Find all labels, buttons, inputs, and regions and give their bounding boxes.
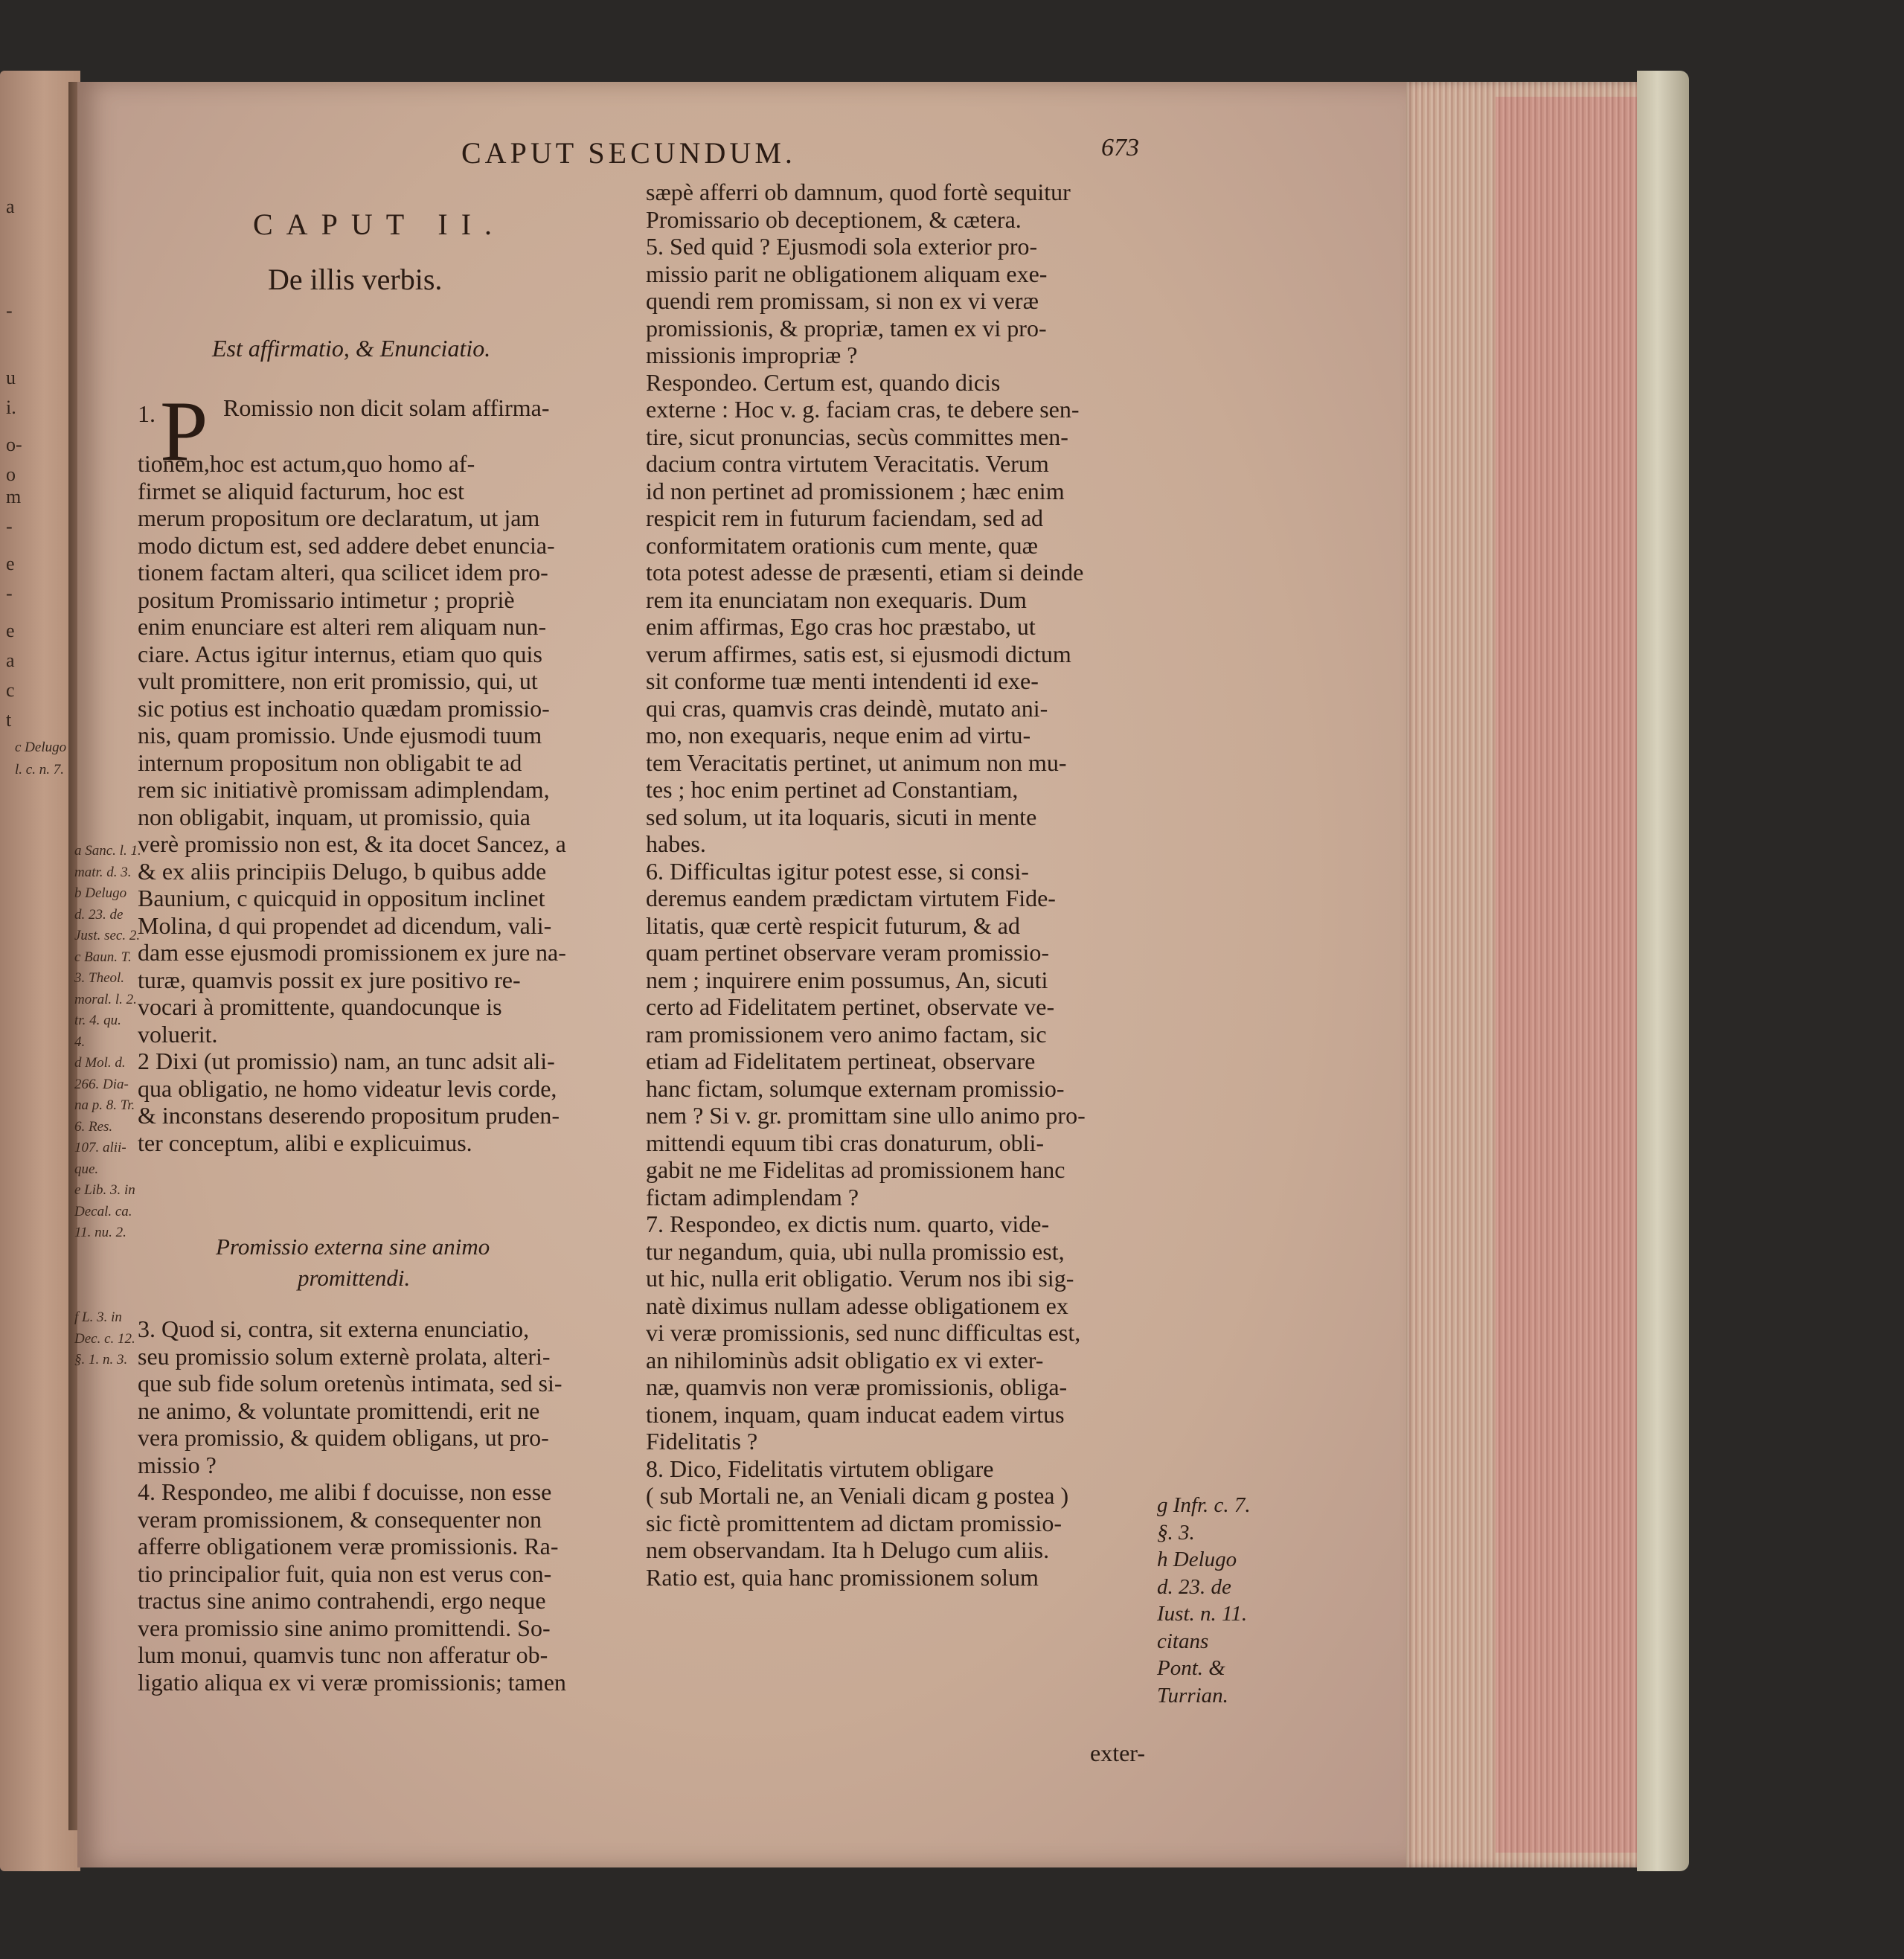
text-line: hanc fictam, solumque externam promissio- xyxy=(646,1074,1065,1102)
right-marginal-notes xyxy=(1157,1492,1251,1709)
catchword: exter- xyxy=(1090,1740,1145,1766)
text-line: 7. Respondeo, ex dictis num. quarto, vide- xyxy=(646,1211,1050,1237)
text-line: vocari à promittente, quandocunque is xyxy=(138,993,502,1020)
marginal-note: 266. Dia- xyxy=(74,1076,129,1092)
text-line: 2 Dixi (ut promissio) nam, an tunc adsit ali- xyxy=(138,1048,555,1074)
marginal-note: Iust. n. 11. xyxy=(1157,1602,1248,1626)
previous-page-text-fragment: o xyxy=(6,464,16,485)
red-fore-edge xyxy=(1496,97,1637,1853)
text-line: seu promissio solum externè prolata, alteri- xyxy=(138,1342,551,1370)
previous-page-text-fragment: c Delugo xyxy=(15,740,67,755)
section-title: De illis verbis. xyxy=(268,263,443,296)
marginal-note: d. 23. de xyxy=(1157,1574,1231,1599)
text-line: tota potest adesse de præsenti, etiam si deinde xyxy=(646,559,1084,586)
text-line: verè promissio non est, & ita docet Sancez, a xyxy=(138,830,566,857)
previous-page-text-fragment: m xyxy=(6,486,22,507)
text-line: ciare. Actus igitur internus, etiam quo quis xyxy=(138,640,542,667)
right-text-column xyxy=(646,179,1086,1591)
text-line: positum Promissario intimetur ; propriè xyxy=(138,586,515,613)
page-number: 673 xyxy=(1101,134,1139,161)
text-line: rem sic initiativè promissam adimplendam, xyxy=(138,776,550,803)
text-line: missionis impropriæ ? xyxy=(646,342,858,368)
text-line: missio parit ne obligationem aliquam exe- xyxy=(646,260,1048,287)
text-line: sit conforme tuæ menti intendenti id exe- xyxy=(646,667,1039,694)
previous-page-text-fragment: e xyxy=(6,620,15,641)
marginal-note: matr. d. 3. xyxy=(74,864,132,880)
previous-page-text-fragment: i. xyxy=(6,397,16,418)
text-line: Respondeo. Certum est, quando dicis xyxy=(646,368,1001,396)
text-line: nem ? Si v. gr. promittam sine ullo animo pro- xyxy=(646,1102,1086,1129)
text-line: habes. xyxy=(646,830,706,857)
marginal-note xyxy=(74,1265,141,1286)
text-line: ne animo, & voluntate promittendi, erit ne xyxy=(138,1397,540,1424)
text-line: voluerit. xyxy=(138,1020,218,1048)
text-line: & inconstans deserendo propositum pruden- xyxy=(138,1102,560,1129)
text-line: missio ? xyxy=(138,1451,217,1478)
previous-page-text-fragment: a xyxy=(6,650,15,671)
previous-page-text-fragment: - xyxy=(6,516,13,537)
text-line: Fidelitatis ? xyxy=(646,1428,758,1455)
text-line: afferre obligationem veræ promissionis. Ra- xyxy=(138,1533,559,1559)
text-line: sic fictè promittentem ad dictam promissio- xyxy=(646,1509,1062,1536)
text-line: ter conceptum, alibi e explicuimus. xyxy=(138,1129,472,1156)
text-line: ut hic, nulla erit obligatio. Verum nos ibi sig- xyxy=(646,1265,1074,1292)
marginal-note: moral. l. 2. xyxy=(74,991,137,1007)
text-line: an nihilominùs adsit obligatio ex vi exter- xyxy=(646,1346,1044,1373)
text-line: ram promissionem vero animo factam, sic xyxy=(646,1020,1047,1048)
text-line: deremus eandem prædictam virtutem Fide- xyxy=(646,885,1056,911)
marginal-note: citans xyxy=(1157,1629,1209,1653)
text-line: mittendi equum tibi cras donaturum, obli- xyxy=(646,1129,1045,1156)
marginal-note: 11. nu. 2. xyxy=(74,1225,126,1240)
marginal-note: Decal. ca. xyxy=(74,1203,132,1219)
text-line: næ, quamvis non veræ promissionis, obliga- xyxy=(646,1373,1068,1400)
text-line: tionem, inquam, quam inducat eadem virtus xyxy=(646,1400,1065,1428)
marginal-note: Pont. & xyxy=(1157,1656,1225,1680)
text-line: ( sub Mortali ne, an Veniali dicam g postea ) xyxy=(646,1482,1069,1509)
text-line: enim affirmas, Ego cras hoc præstabo, ut xyxy=(646,613,1036,640)
marginal-note: Turrian. xyxy=(1157,1683,1228,1708)
marginal-note: 107. alii- xyxy=(74,1140,126,1155)
marginal-note: §. 3. xyxy=(1157,1520,1195,1545)
marginal-note: Just. sec. 2. xyxy=(74,928,141,943)
text-line: sic potius est inchoatio quædam promissio- xyxy=(138,694,550,722)
left-text-column-lower xyxy=(138,1315,566,1696)
text-line: tractus sine animo contrahendi, ergo neque xyxy=(138,1587,546,1614)
drop-cap: P xyxy=(160,384,208,479)
text-line: tem Veracitatis pertinet, ut animum non mu- xyxy=(646,748,1067,776)
text-line: nem observandam. Ita h Delugo cum aliis. xyxy=(646,1536,1050,1563)
marginal-note: que. xyxy=(74,1161,99,1177)
text-line: que sub fide solum oretenùs intimata, sed si- xyxy=(138,1370,562,1397)
text-line: Romissio non dicit solam affirma- xyxy=(223,394,550,421)
text-line: fictam adimplendam ? xyxy=(646,1183,859,1211)
text-line: sed solum, ut ita loquaris, sicuti in mente xyxy=(646,803,1037,830)
running-header: CAPUT SECUNDUM. xyxy=(461,136,796,170)
text-line: lum monui, quamvis tunc non afferatur ob- xyxy=(138,1641,548,1668)
text-line: quam pertinet observare veram promissio- xyxy=(646,939,1050,966)
previous-page-text-fragment: a xyxy=(6,196,15,217)
text-line: firmet se aliquid facturum, hoc est xyxy=(138,477,464,504)
text-line: merum propositum ore declaratum, ut jam xyxy=(138,504,540,531)
text-line: rem ita enunciatam non exequaris. Dum xyxy=(646,586,1027,613)
text-line: Ratio est, quia hanc promissionem solum xyxy=(646,1563,1039,1591)
left-marginal-notes xyxy=(74,841,141,1371)
text-line: Molina, d qui propendet ad dicendum, vali- xyxy=(138,911,552,939)
marginal-note xyxy=(74,1244,141,1266)
previous-page-text-fragment: - xyxy=(6,300,13,321)
text-line: tes ; hoc enim pertinet ad Constantiam, xyxy=(646,776,1019,803)
marginal-note: tr. 4. qu. xyxy=(74,1013,121,1028)
text-line: natè diximus nullam adesse obligationem ex xyxy=(646,1292,1068,1319)
text-line: Baunium, c quicquid in oppositum inclinet xyxy=(138,885,545,911)
marginal-note: d. 23. de xyxy=(74,906,124,923)
previous-page-text-fragment: t xyxy=(6,709,12,731)
marginal-note: a Sanc. l. 1. xyxy=(74,843,141,859)
text-line: turæ, quamvis possit ex jure positivo re- xyxy=(138,966,521,993)
text-line: & ex aliis principiis Delugo, b quibus adde xyxy=(138,857,547,885)
text-line: dam esse ejusmodi promissionem ex jure na- xyxy=(138,939,566,966)
marginal-note: §. 1. n. 3. xyxy=(74,1352,128,1368)
marginal-note: Dec. c. 12. xyxy=(74,1330,135,1347)
text-line: verum affirmes, satis est, si ejusmodi dictum xyxy=(646,640,1071,667)
text-line: modo dictum est, sed addere debet enuncia- xyxy=(138,531,555,559)
marginal-note: 6. Res. xyxy=(74,1118,113,1135)
text-line: sæpè afferri ob damnum, quod fortè sequitur xyxy=(646,179,1071,205)
text-line: conformitatem orationis cum mente, quæ xyxy=(646,531,1038,559)
text-line: etiam ad Fidelitatem pertineat, observare xyxy=(646,1048,1036,1074)
text-line: enim enunciare est alteri rem aliquam nun- xyxy=(138,613,547,640)
text-line: Promissario ob deceptionem, & cætera. xyxy=(646,205,1022,233)
text-line: nis, quam promissio. Unde ejusmodi tuum xyxy=(138,722,542,748)
text-line: nem ; inquirere enim possumus, An, sicuti xyxy=(646,966,1048,993)
previous-page-text-fragment: c xyxy=(6,679,15,701)
text-line: qua obligatio, ne homo videatur levis corde, xyxy=(138,1074,557,1102)
marginal-note: 3. Theol. xyxy=(74,970,125,986)
left-text-column xyxy=(138,450,566,1156)
text-line: respicit rem in futurum faciendam, sed ad xyxy=(646,504,1044,531)
text-line: externe : Hoc v. g. faciam cras, te debere sen- xyxy=(646,396,1080,423)
text-line: tionem factam alteri, qua scilicet idem pro- xyxy=(138,559,548,586)
marginal-note: h Delugo xyxy=(1157,1548,1237,1571)
marginal-note: 4. xyxy=(74,1033,86,1050)
text-line: tire, sicut pronuncias, secùs committes men- xyxy=(646,423,1068,450)
text-line: tio principalior fuit, quia non est verus con- xyxy=(138,1559,552,1587)
subsection-heading-continued: promittendi. xyxy=(298,1265,411,1291)
text-line: qui cras, quamvis cras deindè, mutato ani- xyxy=(646,694,1048,722)
text-line: vera promissio sine animo promittendi. So- xyxy=(138,1614,551,1641)
marginal-note: na p. 8. Tr. xyxy=(74,1097,135,1113)
text-line: vult promittere, non erit promissio, qui, ut xyxy=(138,667,538,694)
subsection-heading: Promissio externa sine animo xyxy=(216,1234,490,1260)
text-line: vera promissio, & quidem obligans, ut pro- xyxy=(138,1424,549,1451)
previous-page-text-fragment: e xyxy=(6,553,15,574)
marginal-note: b Delugo xyxy=(74,885,127,901)
marginal-note: g Infr. c. 7. xyxy=(1157,1493,1251,1517)
marginal-note xyxy=(74,1286,141,1308)
previous-page-text-fragment: - xyxy=(6,583,13,604)
text-line: 4. Respondeo, me alibi f docuisse, non esse xyxy=(138,1478,552,1505)
text-line: ligatio aliqua ex vi veræ promissionis; tamen xyxy=(138,1668,566,1696)
text-line: mo, non exequaris, neque enim ad virtu- xyxy=(646,722,1031,748)
text-line: tur negandum, quia, ubi nulla promissio est, xyxy=(646,1237,1065,1265)
text-line: tionem,hoc est actum,quo homo af- xyxy=(138,450,475,477)
chapter-heading: CAPUT II. xyxy=(253,208,506,241)
section-subtitle: Est affirmatio, & Enunciatio. xyxy=(212,335,491,362)
text-line: vi veræ promissionis, sed nunc difficultas est, xyxy=(646,1319,1081,1346)
text-line: non obligabit, inquam, ut promissio, quia xyxy=(138,803,531,830)
text-line: 8. Dico, Fidelitatis virtutem obligare xyxy=(646,1455,994,1482)
text-line: veram promissionem, & consequenter non xyxy=(138,1505,542,1533)
text-line: dacium contra virtutem Veracitatis. Verum xyxy=(646,450,1049,477)
text-line: id non pertinet ad promissionem ; hæc enim xyxy=(646,477,1065,504)
previous-page-text-fragment: o- xyxy=(6,434,22,455)
marginal-note: c Baun. T. xyxy=(74,949,132,965)
text-line: quendi rem promissam, si non ex vi veræ xyxy=(646,287,1039,314)
paragraph-number: 1. xyxy=(138,400,156,427)
marginal-note: f L. 3. in xyxy=(74,1309,122,1325)
book-cover-board xyxy=(1637,71,1689,1871)
text-line: 3. Quod si, contra, sit externa enunciatio, xyxy=(138,1315,530,1342)
text-line: litatis, quæ certè respicit futurum, & ad xyxy=(646,911,1020,939)
text-line: certo ad Fidelitatem pertinet, observate ve- xyxy=(646,993,1055,1020)
marginal-note: e Lib. 3. in xyxy=(74,1182,135,1198)
previous-page-text-fragment: u xyxy=(6,367,16,388)
marginal-note: d Mol. d. xyxy=(74,1055,126,1071)
text-line: internum propositum non obligabit te ad xyxy=(138,748,522,776)
text-line: 5. Sed quid ? Ejusmodi sola exterior pro- xyxy=(646,233,1038,260)
previous-page-text-fragment: l. c. n. 7. xyxy=(15,762,64,777)
text-line: 6. Difficultas igitur potest esse, si consi- xyxy=(646,857,1029,885)
text-line: promissionis, & propriæ, tamen ex vi pro- xyxy=(646,314,1047,342)
text-line: gabit ne me Fidelitas ad promissionem hanc xyxy=(646,1156,1065,1183)
